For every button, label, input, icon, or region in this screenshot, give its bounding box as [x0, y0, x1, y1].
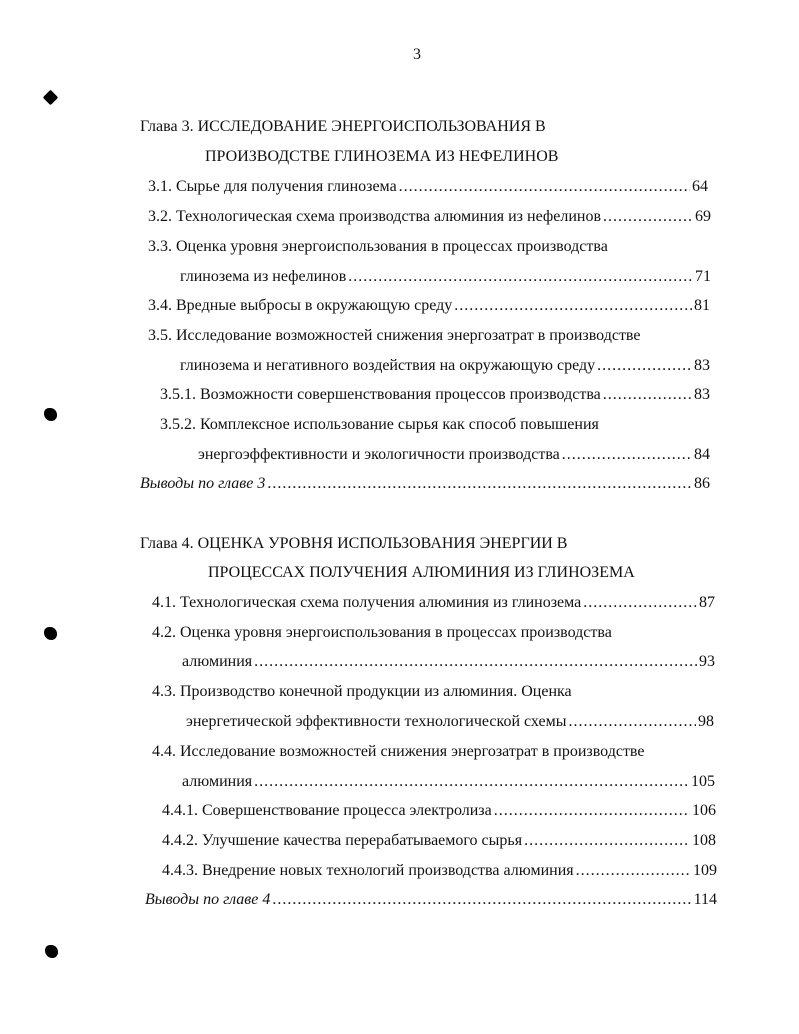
toc-entry-label: 4.4.3. Внедрение новых технологий производства алюминия	[162, 862, 574, 879]
toc-page-number: 109	[693, 862, 717, 879]
toc-leader-dots	[254, 652, 697, 672]
toc-leader-dots	[454, 296, 692, 316]
toc-leader-dots	[267, 474, 692, 494]
scan-mark-3	[44, 627, 57, 640]
toc-entry-3-5-line1[interactable]: 3.5. Исследование возможностей снижения энергозатрат в производстве	[148, 327, 641, 344]
toc-entry-4-4-1[interactable]	[162, 801, 716, 821]
toc-entry-3-5-2-line1[interactable]: 3.5.2. Комплексное использование сырья как способ повышения	[160, 416, 599, 433]
scan-mark-4	[45, 945, 58, 958]
toc-page-number: 83	[694, 386, 710, 403]
toc-page-number: 114	[693, 891, 717, 908]
toc-entry-label: Выводы по главе 4	[145, 891, 271, 908]
toc-leader-dots	[603, 207, 693, 227]
toc-page-number: 93	[699, 653, 715, 670]
toc-entry-4-2-line1[interactable]: 4.2. Оценка уровня энергоиспользования в процессах производства	[152, 624, 612, 641]
toc-leader-dots	[597, 356, 692, 376]
toc-leader-dots	[576, 861, 691, 881]
toc-entry-3-3[interactable]	[180, 267, 711, 287]
toc-entry-3-5-1[interactable]	[160, 385, 710, 405]
toc-entry-label: 4.4.2. Улучшение качества перерабатываемого сырья	[162, 832, 523, 849]
toc-entry-4-4[interactable]	[182, 772, 715, 792]
toc-entry-label: Выводы по главе 3	[140, 475, 266, 492]
toc-entry-label: 3.1. Сырье для получения глинозема	[148, 178, 397, 195]
toc-entry-4-4-3[interactable]	[162, 861, 717, 881]
toc-entry-label: энергоэффективности и экологичности производства	[198, 446, 560, 463]
toc-entry-label: 4.4.1. Совершенствование процесса электролиза	[162, 802, 492, 819]
toc-entry-label: 3.5.1. Возможности совершенствования процессов производства	[160, 386, 601, 403]
toc-page-number: 81	[694, 297, 710, 314]
toc-leader-dots	[399, 177, 690, 197]
toc-entry-4-1[interactable]	[152, 593, 715, 613]
toc-page-number: 98	[698, 713, 714, 730]
toc-leader-dots	[272, 890, 691, 910]
toc-leader-dots	[603, 385, 692, 405]
toc-entry-label: глинозема из нефелинов	[180, 268, 347, 285]
toc-page-number: 83	[694, 357, 710, 374]
toc-page-number: 71	[695, 268, 711, 285]
toc-entry-3-3-line1[interactable]: 3.3. Оценка уровня энергоиспользования в процессах производства	[148, 238, 608, 255]
toc-entry-3-5[interactable]	[180, 356, 710, 376]
toc-page-number: 86	[694, 475, 710, 492]
toc-entry-4-3-line1[interactable]: 4.3. Производство конечной продукции из алюминия. Оценка	[152, 683, 572, 700]
toc-conclusions-3[interactable]	[140, 474, 710, 494]
toc-leader-dots	[524, 831, 690, 851]
toc-leader-dots	[494, 801, 690, 821]
toc-entry-3-4[interactable]	[148, 296, 710, 316]
toc-leader-dots	[569, 712, 697, 732]
toc-entry-4-4-line1[interactable]: 4.4. Исследование возможностей снижения энергозатрат в производстве	[152, 743, 645, 760]
toc-leader-dots	[562, 445, 692, 465]
toc-entry-4-3[interactable]	[186, 712, 714, 732]
toc-page-number: 108	[692, 832, 716, 849]
toc-entry-label: глинозема и негативного воздействия на окружающую среду	[180, 357, 596, 374]
toc-entry-4-4-2[interactable]	[162, 831, 716, 851]
toc-page-number: 87	[699, 594, 715, 611]
toc-entry-3-2[interactable]	[148, 207, 711, 227]
toc-entry-4-2[interactable]	[182, 652, 715, 672]
toc-entry-label: 3.4. Вредные выбросы в окружающую среду	[148, 297, 453, 314]
toc-conclusions-4[interactable]	[145, 890, 717, 910]
toc-entry-label: 3.2. Технологическая схема производства алюминия из нефелинов	[148, 208, 601, 225]
toc-entry-label: алюминия	[182, 773, 253, 790]
toc-page-number: 64	[692, 178, 708, 195]
toc-entry-3-5-2[interactable]	[198, 445, 710, 465]
toc-page-number: 69	[695, 208, 711, 225]
chapter4-title-line1: Глава 4. ОЦЕНКА УРОВНЯ ИСПОЛЬЗОВАНИЯ ЭНЕРГИИ В	[140, 535, 568, 552]
toc-entry-label: энергетической эффективности технологической схемы	[186, 713, 567, 730]
chapter3-title-line2: ПРОИЗВОДСТВЕ ГЛИНОЗЕМА ИЗ НЕФЕЛИНОВ	[205, 148, 559, 165]
page-number: 3	[413, 46, 421, 63]
toc-leader-dots	[583, 593, 697, 613]
chapter3-title-line1: Глава 3. ИССЛЕДОВАНИЕ ЭНЕРГОИСПОЛЬЗОВАНИЯ В	[140, 118, 546, 135]
toc-entry-label: 4.1. Технологическая схема получения алюминия из глинозема	[152, 594, 582, 611]
toc-entry-3-1[interactable]	[148, 177, 708, 197]
toc-page-number: 106	[692, 802, 716, 819]
chapter4-title-line2: ПРОЦЕССАХ ПОЛУЧЕНИЯ АЛЮМИНИЯ ИЗ ГЛИНОЗЕМА	[208, 564, 635, 581]
scan-mark-2	[44, 408, 57, 421]
toc-page-number: 84	[694, 446, 710, 463]
toc-leader-dots	[348, 267, 693, 287]
toc-entry-label: алюминия	[182, 653, 253, 670]
toc-leader-dots	[254, 772, 689, 792]
toc-page-number: 105	[691, 773, 715, 790]
scan-mark-1	[43, 90, 59, 106]
